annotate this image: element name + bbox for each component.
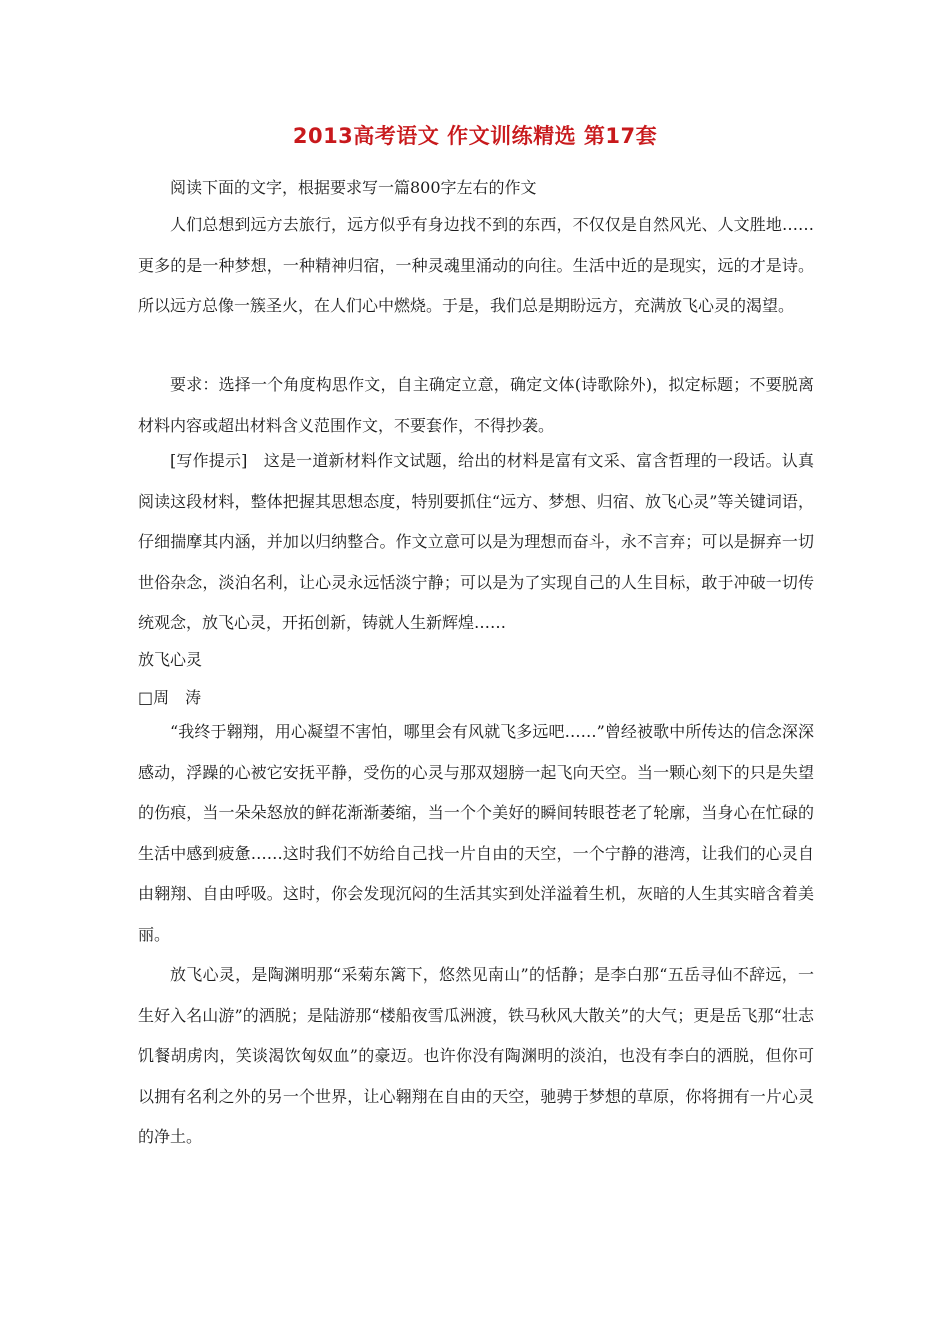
essay-paragraph: “我终于翱翔，用心凝望不害怕，哪里会有风就飞多远吧……”曾经被歌中所传达的信念深深感动，浮躁的心被它安抚平静，受伤的心灵与那双翅膀一起飞向天空。当一颗心刻下的只是失望的伤痕，当一朵朵怒放的鲜花渐渐萎缩，当一个个美好的瞬间转眼苍老了轮廓，当身心在忙碌的生活中感到疲惫……这时我们不妨给自己找一片自由的天空，一个宁静的港湾，让我们的心灵自由翱翔、自由呼吸。这时，你会发现沉闷的生活其实到处洋溢着生机，灰暗的人生其实暗含着美丽。 <box>138 722 814 944</box>
essay-title <box>138 640 814 681</box>
essay-author-text: □周 涛 <box>138 688 202 707</box>
writing-tip-paragraph: [写作提示] 这是一道新材料作文试题，给出的材料是富有文采、富含哲理的一段话。认真阅读这段材料，整体把握其思想态度，特别要抓住“远方、梦想、归宿、放飞心灵”等关键词语，仔细揣摩其内涵，并加以归纳整合。作文立意可以是为理想而奋斗，永不言弃；可以是摒弃一切世俗杂念，淡泊名利，让心灵永远恬淡宁静；可以是为了实现自己的人生目标，敢于冲破一切传统观念，放飞心灵，开拓创新，铸就人生新辉煌…… <box>138 451 814 632</box>
instruction-text <box>138 168 814 209</box>
essay-paragraph: 放飞心灵，是陶渊明那“采菊东篱下，悠然见南山”的恬静；是李白那“五岳寻仙不辞远，一生好入名山游”的洒脱；是陆游那“楼船夜雪瓜洲渡，铁马秋风大散关”的大气；更是岳飞那“壮志饥餐胡虏肉，笑谈渴饮匈奴血”的豪迈。也许你没有陶渊明的淡泊，也没有李白的洒脱，但你可以拥有名利之外的另一个世界，让心翱翔在自由的天空，驰骋于梦想的草原，你将拥有一片心灵的净土。 <box>138 965 814 1146</box>
material-text <box>138 205 814 327</box>
requirements-paragraph: 要求：选择一个角度构思作文，自主确定立意，确定文体(诗歌除外)，拟定标题；不要脱离材料内容或超出材料含义范围作文，不要套作，不得抄袭。 <box>138 375 814 435</box>
requirements-text <box>138 365 814 446</box>
document-title: 2013高考语文 作文训练精选 第17套 <box>292 124 658 148</box>
essay-body-continued <box>138 955 814 1158</box>
instruction-paragraph: 阅读下面的文字，根据要求写一篇800字左右的作文 <box>170 178 537 197</box>
essay-title-text: 放飞心灵 <box>138 650 203 669</box>
essay-body <box>138 712 814 955</box>
material-paragraph: 人们总想到远方去旅行，远方似乎有身边找不到的东西，不仅仅是自然风光、人文胜地……更多的是一种梦想，一种精神归宿，一种灵魂里涌动的向往。生活中近的是现实，远的才是诗。所以远方总像一簇圣火，在人们心中燃烧。于是，我们总是期盼远方，充满放飞心灵的渴望。 <box>138 215 814 315</box>
writing-tip-text <box>138 441 814 644</box>
